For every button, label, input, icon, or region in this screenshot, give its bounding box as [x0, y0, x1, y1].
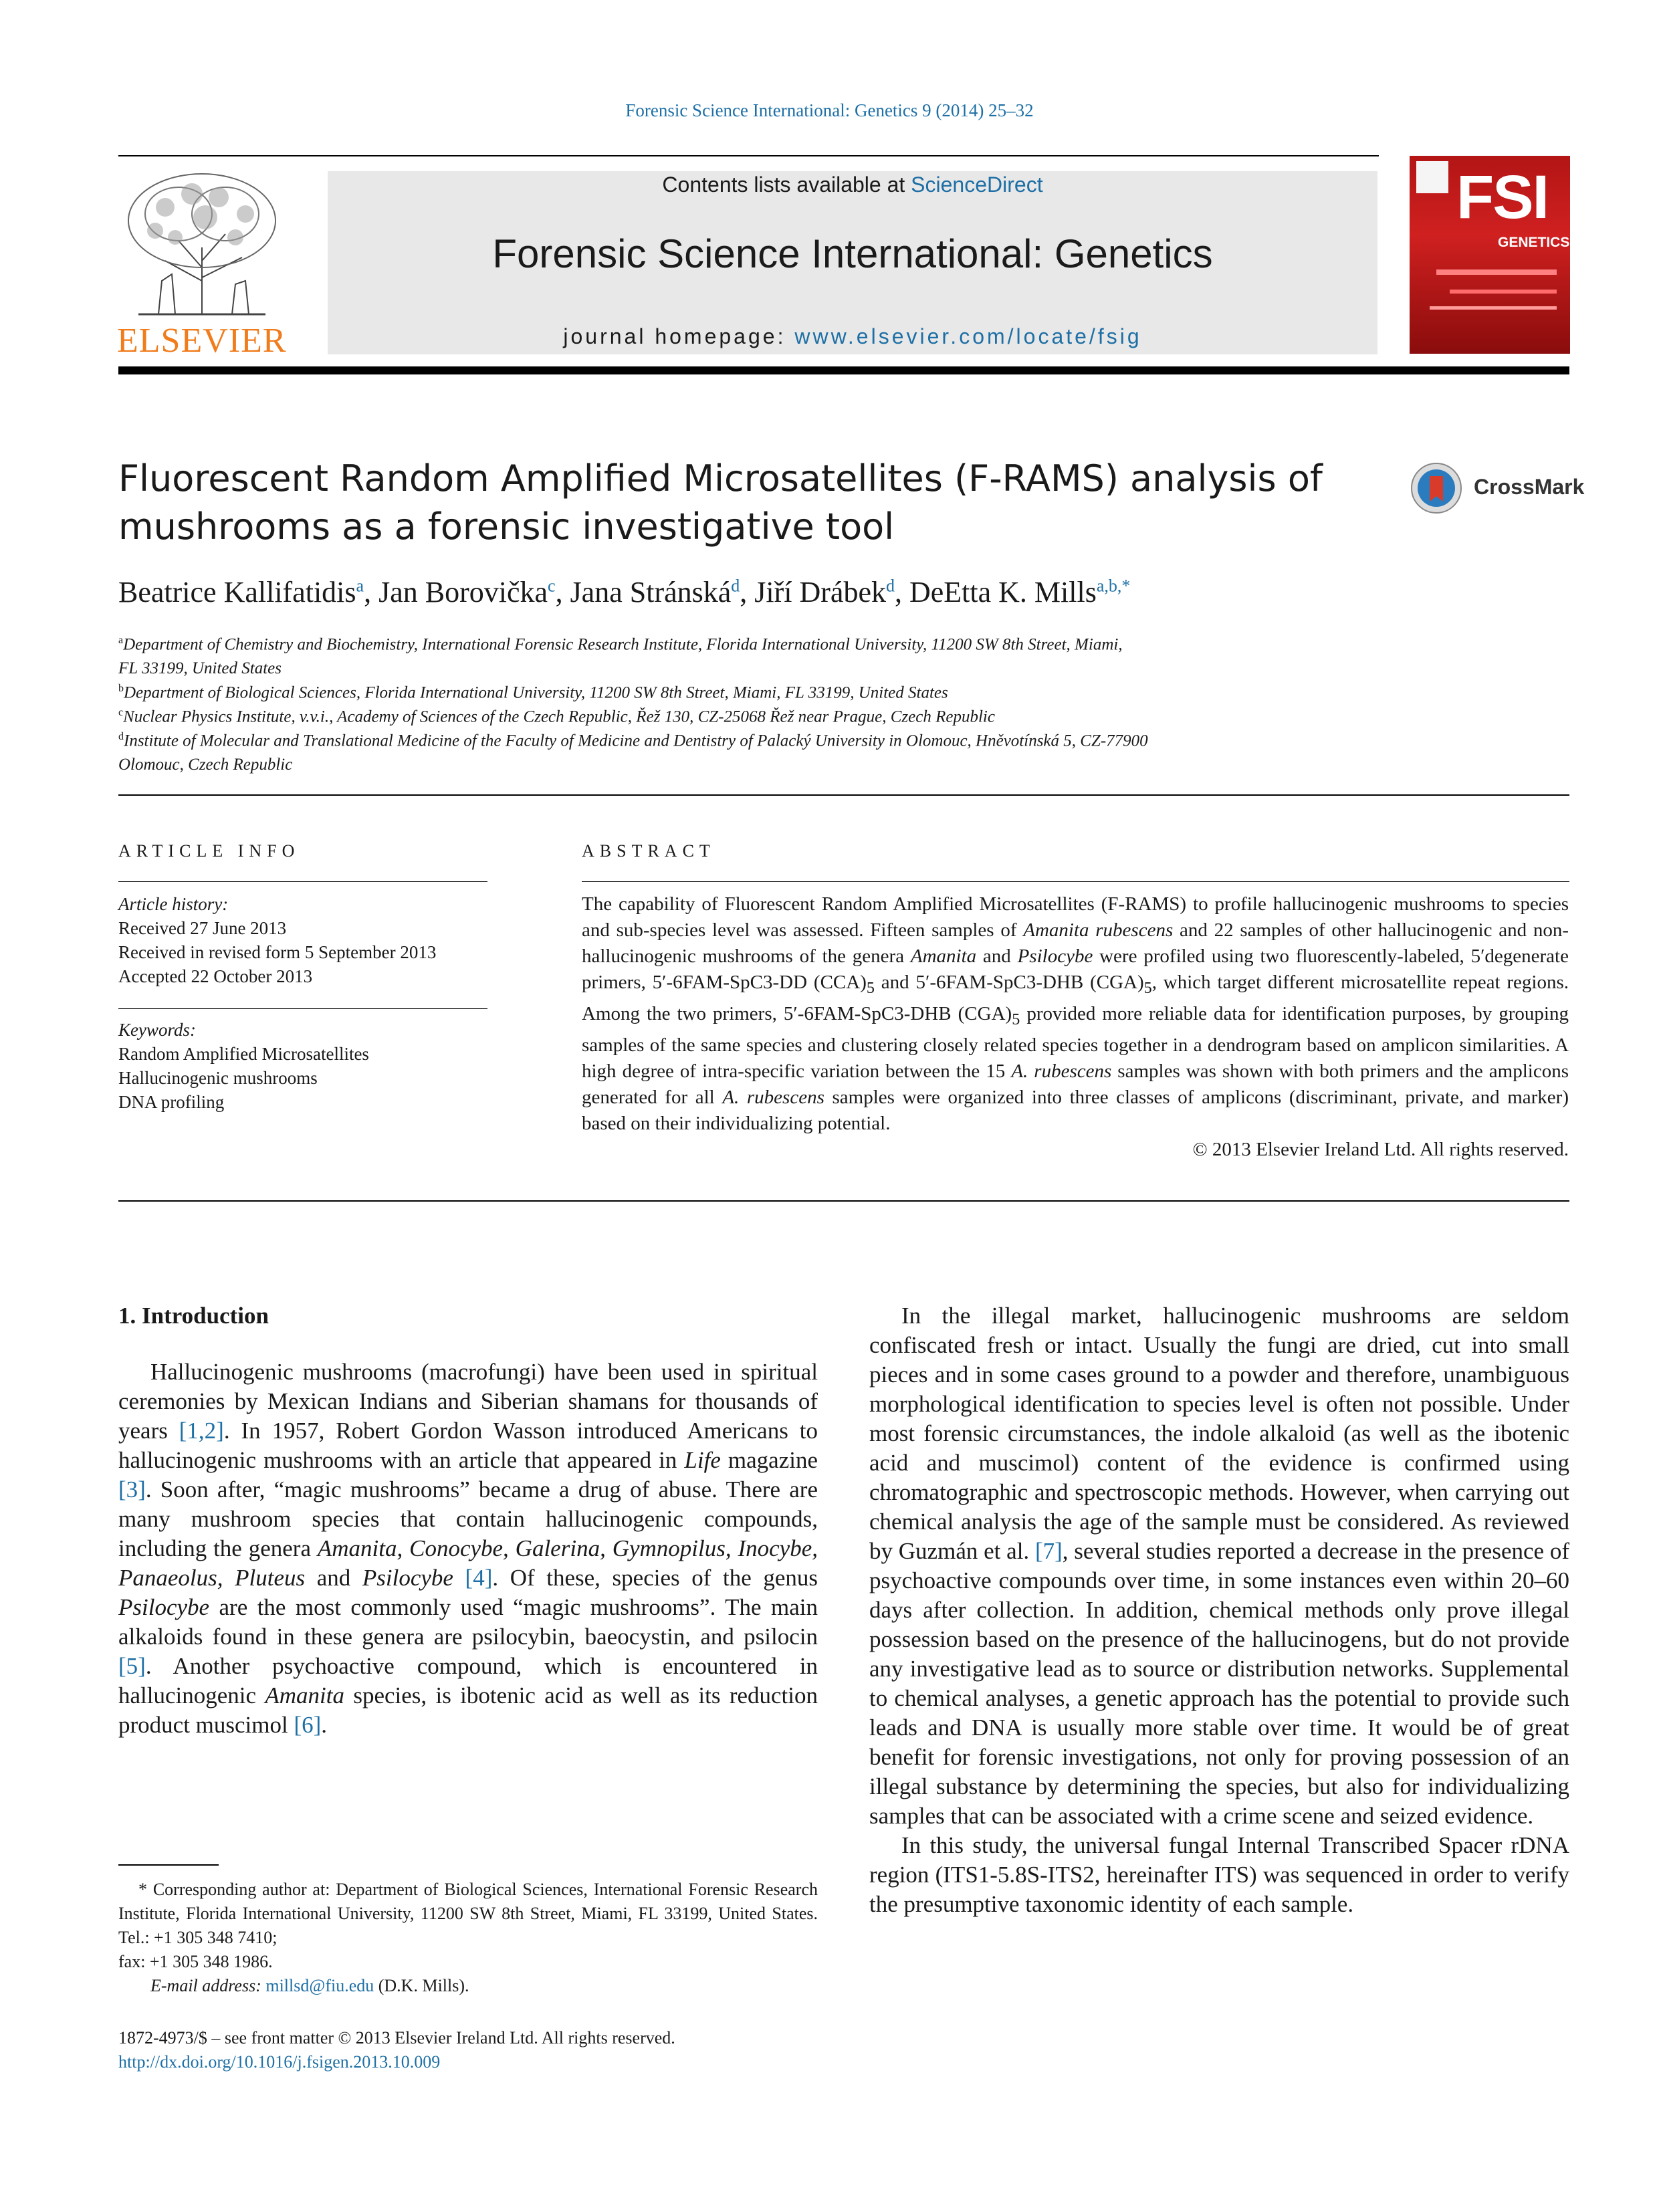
abstract-segment: were profiled using two fluorescently-labeled, 5′degenerate primers, 5′-6FAM-SpC3-DD (CCA)	[582, 946, 1569, 993]
body-text: magazine	[720, 1447, 818, 1473]
abstract-rule	[582, 881, 1569, 882]
keyword: Random Amplified Microsatellites	[118, 1044, 369, 1064]
author-name: Jana Stránská	[570, 576, 732, 609]
abstract-segment: provided more reliable data for identification purposes, by grouping samples of the same species and clustering closely related species together in a dendrogram based on amplicon similarities. A high degree of intra-specific variation between the 15	[582, 1002, 1569, 1082]
abstract-text	[582, 891, 1569, 1163]
journal-homepage	[328, 324, 1377, 349]
abstract-bottom-rule	[118, 1200, 1569, 1202]
cover-title: FSI	[1456, 163, 1549, 231]
fax-number: fax: +1 305 348 1986.	[118, 1952, 273, 1971]
affiliation-marker: b	[118, 683, 124, 694]
abstract-segment: and 22 samples of other hallucinogenic and non-hallucinogenic mushrooms of the genera	[582, 919, 1569, 967]
footnote-text: (D.K. Mills).	[374, 1976, 469, 1995]
author-affiliation-marker[interactable]: c	[548, 576, 556, 596]
section-heading: 1. Introduction	[118, 1303, 269, 1329]
genera-list: Amanita, Conocybe, Galerina, Gymnopilus, Inocybe, Panaeolus, Pluteus	[118, 1535, 818, 1591]
body-paragraph: In this study, the universal fungal Internal Transcribed Spacer rDNA region (ITS1-5.8S-ITS2, hereinafter ITS) was sequenced in order to verify the presumptive taxonomic identity of each sample.	[869, 1832, 1569, 1917]
citation-link[interactable]: [4]	[465, 1565, 493, 1591]
species-name: Psilocybe	[1017, 946, 1093, 967]
species-name: A. rubescens	[1011, 1060, 1112, 1082]
journal-title: Forensic Science International: Genetics	[492, 231, 1213, 276]
footnote-rule	[118, 1864, 219, 1866]
species-name: Amanita rubescens	[1023, 919, 1174, 941]
journal-cover	[1410, 156, 1570, 354]
abstract-segment: The capability of Fluorescent Random Amplified Microsatellites (F-RAMS) to profile hallucinogenic mushrooms to species and sub-species level was assessed. Fifteen samples of	[582, 893, 1569, 941]
running-head: Forensic Science International: Genetics 9 (2014) 25–32	[625, 100, 1034, 120]
footnote-marker: *	[138, 1880, 147, 1899]
revised-date: Received in revised form 5 September 2013	[118, 942, 437, 962]
cover-band	[1450, 290, 1557, 294]
author-affiliation-marker[interactable]: a,b,*	[1096, 576, 1131, 596]
affiliation-text: Nuclear Physics Institute, v.v.i., Academy of Sciences of the Czech Republic, Řež 130, CZ-25068 Řež near Prague, Czech Republic	[123, 707, 995, 726]
abstract-segment: and 5′-6FAM-SpC3-DHB (CGA)	[874, 972, 1144, 993]
body-text: . Of these, species of the genus	[492, 1565, 818, 1591]
body-text: , several studies reported a decrease in the presence of psychoactive compounds over time, in some instances even within 20–60 days after collection. In addition, chemical methods only prove illegal possession based on the presence of the hallucinogens, but do not provide any investigative lead as to source or distribution networks. Supplemental to chemical analyses, a genetic approach has the potential to provide such leads and DNA is usually more stable over time. It would be of great benefit for forensic investigations, not only for proving possession of an illegal substance by determining the species, but also for individualizing samples that can be associated with a crime scene and seized evidence.	[869, 1538, 1569, 1829]
keywords-label: Keywords:	[118, 1020, 196, 1040]
masthead-rule	[118, 366, 1569, 374]
body-text: . In 1957, Robert Gordon Wasson introduced Americans to hallucinogenic mushrooms with an article that appeared in	[118, 1418, 818, 1473]
abstract-segment: , which target different microsatellite repeat regions. Among the two primers, 5′-6FAM-SpC3-DHB (CGA)	[582, 972, 1569, 1024]
body-text: . Another psychoactive compound, which is encountered in hallucinogenic	[118, 1653, 818, 1708]
genus-name: Psilocybe	[362, 1565, 453, 1591]
right-column	[869, 1301, 1569, 1919]
affiliation	[118, 725, 1402, 777]
body-text: species, is ibotenic acid as well as its reduction product muscimol	[118, 1682, 818, 1738]
body-text: .	[321, 1712, 328, 1738]
keywords-block	[118, 1018, 493, 1114]
footnote-text: Corresponding author at: Department of Biological Sciences, International Forensic Research Institute, Florida International University, 11200 SW 8th Street, Miami, FL 33199, United States. Tel.: +1 305 348 7410;	[118, 1880, 818, 1947]
doi-link[interactable]: http://dx.doi.org/10.1016/j.fsigen.2013.10.009	[118, 2052, 441, 2072]
affiliation-text: Department of Chemistry and Biochemistry, International Forensic Research Institute, Florida International University, 11200 SW 8th Street, Miami,	[123, 635, 1123, 654]
author-name: Beatrice Kallifatidis	[118, 576, 356, 609]
abstract-heading: ABSTRACT	[582, 841, 715, 861]
body-text: Hallucinogenic mushrooms (macrofungi) have been used in spiritual ceremonies by Mexican Indians and Siberian shamans for thousands of years	[118, 1359, 818, 1444]
corresponding-author-footnote	[118, 1878, 818, 1998]
publisher-name: ELSEVIER	[117, 322, 287, 360]
author-affiliation-marker[interactable]: d	[886, 576, 895, 596]
subscript: 5	[866, 978, 875, 997]
body-text: and	[305, 1565, 362, 1591]
article-history	[118, 892, 493, 988]
affiliation-marker: c	[118, 707, 124, 718]
issn-line: 1872-4973/$ – see front matter © 2013 Elsevier Ireland Ltd. All rights reserved.	[118, 2028, 675, 2048]
genus-name: Psilocybe	[118, 1594, 210, 1620]
author-affiliation-marker[interactable]: a	[356, 576, 364, 596]
copyright: © 2013 Elsevier Ireland Ltd. All rights reserved.	[1192, 1138, 1569, 1160]
citation-link[interactable]: [7]	[1034, 1538, 1063, 1564]
cover-publisher-mark	[1416, 161, 1448, 193]
article-title: Fluorescent Random Amplified Microsatellites (F-RAMS) analysis of mushrooms as a forensic investigative tool	[118, 457, 1323, 548]
citation-link[interactable]: [5]	[118, 1653, 146, 1679]
citation-link[interactable]: [6]	[294, 1712, 322, 1738]
affiliation-marker: d	[118, 731, 124, 742]
intro-paragraph	[118, 1357, 818, 1740]
body-text: In the illegal market, hallucinogenic mushrooms are seldom confiscated fresh or intact. Usually the fungi are dried, cut into small pieces and in some cases ground to a powder and therefore, unambiguous morphological identification to species level is often not possible. Under most forensic circumstances, the indole alkaloid (as well as the ibotenic acid and muscimol) content of the evidence is confirmed using chromatographic and spectroscopic methods. However, when carrying out chemical analysis the age of the sample must be considered. As reviewed by Guzmán et al.	[869, 1303, 1569, 1564]
email-link[interactable]: millsd@fiu.edu	[265, 1976, 374, 1995]
history-label: Article history:	[118, 894, 229, 914]
cover-band	[1436, 269, 1557, 275]
abstract-segment: and	[976, 946, 1018, 967]
sciencedirect-link[interactable]: ScienceDirect	[911, 173, 1043, 197]
citation-link[interactable]: [3]	[118, 1476, 146, 1503]
author-list: Beatrice Kallifatidis$^a$, Jan Borovička$^c$, Jana Stránská$^d$, Jiří Drábek$^d$, DeEtta K. Mills$^{a,b,*}$	[118, 576, 1131, 609]
author-affiliation-marker[interactable]: d	[731, 576, 740, 596]
affiliation-text: Olomouc, Czech Republic	[118, 756, 293, 774]
accepted-date: Accepted 22 October 2013	[118, 966, 313, 986]
author-name: Jiří Drábek	[754, 576, 886, 609]
header-rule	[118, 155, 1379, 156]
received-date: Received 27 June 2013	[118, 918, 287, 938]
keyword: DNA profiling	[118, 1092, 225, 1112]
author-name: Jan Borovička	[378, 576, 548, 609]
keywords-rule	[118, 1008, 487, 1009]
body-paragraph	[869, 1301, 1569, 1831]
keyword: Hallucinogenic mushrooms	[118, 1068, 318, 1088]
cover-subtitle: GENETICS	[1498, 235, 1570, 250]
abstract-segment: samples were organized into three classes of amplicons (discriminant, private, and marker) based on their individualizing potential.	[582, 1086, 1569, 1134]
elsevier-tree-logo	[118, 167, 286, 321]
affiliation-text: Department of Biological Sciences, Florida International University, 11200 SW 8th Street, Miami, FL 33199, United States	[124, 683, 948, 702]
subscript: 5	[1012, 1010, 1020, 1028]
affiliation-text: Institute of Molecular and Translational Medicine of the Faculty of Medicine and Dentistry of Palacký University in Olomouc, Hněvotínská 5, CZ-77900	[124, 732, 1148, 750]
homepage-link[interactable]: www.elsevier.com/locate/fsig	[794, 324, 1142, 348]
cover-band	[1430, 306, 1557, 310]
affiliation	[118, 629, 1402, 681]
abstract-segment: samples was shown with both primers and the amplicons generated for all	[582, 1060, 1569, 1108]
species-name: A. rubescens	[722, 1086, 824, 1108]
crossmark-icon	[1410, 461, 1463, 515]
homepage-label: journal homepage:	[563, 324, 795, 348]
genus-name: Amanita	[265, 1682, 344, 1708]
body-text: are the most commonly used “magic mushrooms”. The main alkaloids found in these genera are psilocybin, baeocystin, and psilocin	[118, 1594, 818, 1650]
crossmark-badge[interactable]	[1410, 461, 1583, 515]
affiliation-text: FL 33199, United States	[118, 659, 282, 678]
email-label: E-mail address:	[150, 1976, 266, 1995]
subscript: 5	[1143, 978, 1152, 997]
contents-line	[328, 173, 1377, 197]
citation-link[interactable]: [1,2]	[179, 1418, 224, 1444]
magazine-name: Life	[684, 1447, 721, 1473]
crossmark-label: CrossMark	[1474, 475, 1585, 499]
contents-prefix: Contents lists available at	[662, 173, 911, 197]
author-name: DeEtta K. Mills	[909, 576, 1097, 609]
affiliation-marker: a	[118, 635, 124, 646]
body-text: . Soon after, “magic mushrooms” became a drug of abuse. There are many mushroom species that contain hallucinogenic compounds, including the genera	[118, 1476, 818, 1561]
section-rule	[118, 794, 1569, 796]
article-info-heading: ARTICLE INFO	[118, 841, 300, 861]
species-name: Amanita	[910, 946, 977, 967]
article-info-rule	[118, 881, 487, 882]
